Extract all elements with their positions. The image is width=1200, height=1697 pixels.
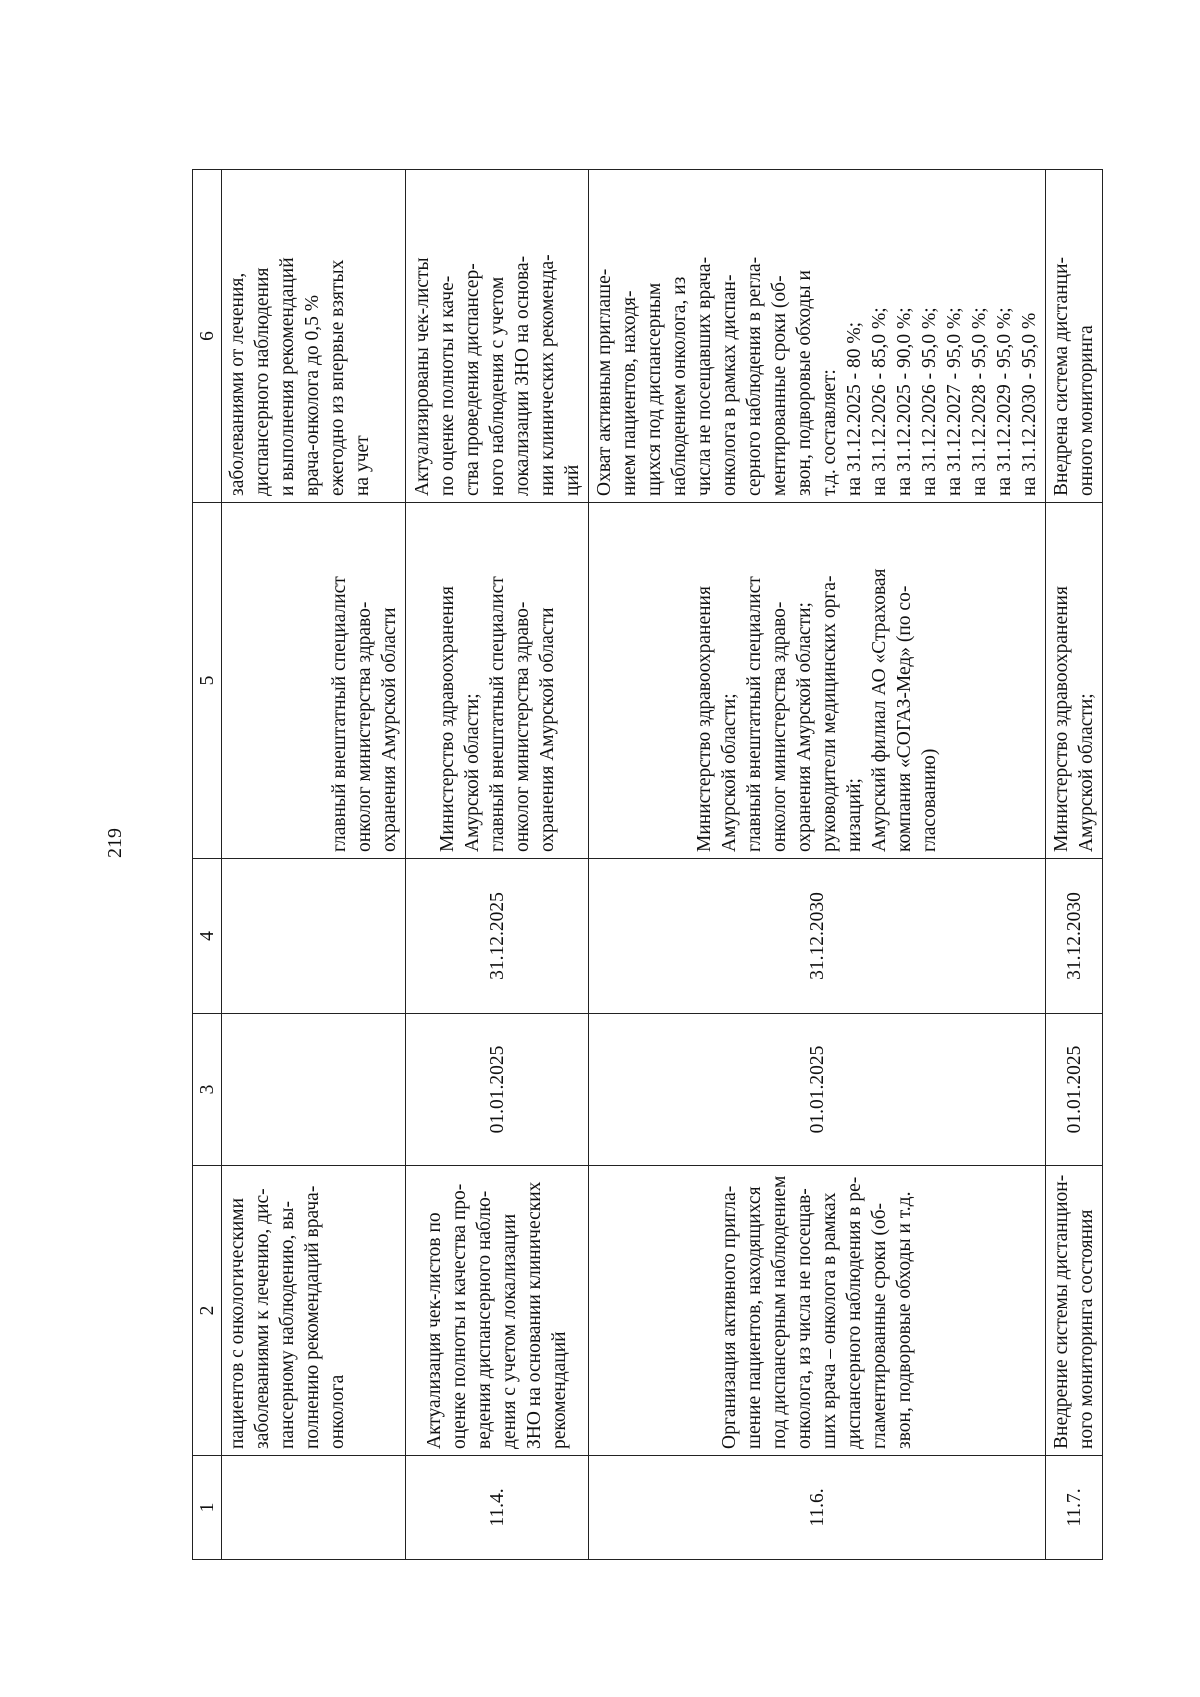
start-date-cell — [222, 1014, 406, 1166]
table-row — [406, 170, 589, 1560]
header-cell-3: 3 — [193, 1014, 222, 1166]
rotated-table-container — [192, 170, 1097, 1560]
header-cell-6: 6 — [193, 170, 222, 503]
measure-cell: Внедрение системы дистанцион- ного мониторинга состояния — [1046, 1166, 1103, 1456]
measure-cell: пациентов с онкологическими заболеваниями к лечению, дис- пансерному наблюдению, вы- полнению рекомендаций врача- онколога — [222, 1166, 406, 1456]
start-date-cell: 01.01.2025 — [589, 1014, 1046, 1166]
start-date-cell: 01.01.2025 — [406, 1014, 589, 1166]
end-date-cell — [222, 859, 406, 1014]
row-number: 11.6. — [589, 1456, 1046, 1560]
table-row — [1046, 170, 1103, 1560]
row-number — [222, 1456, 406, 1560]
end-date-cell: 31.12.2030 — [1046, 859, 1103, 1014]
end-date-cell: 31.12.2025 — [406, 859, 589, 1014]
responsible-cell: Министерство здравоохранения Амурской области; главный внештатный специалист онколог министерства здраво- охранения Амурской области — [406, 503, 589, 859]
header-cell-5: 5 — [193, 503, 222, 859]
page-number: 219 — [104, 828, 126, 858]
measure-cell: Актуализация чек-листов по оценке полноты и качества про- ведения диспансерного наблю- дения с учетом локализации ЗНО на основании клинических рекомендаций — [406, 1166, 589, 1456]
measures-table — [192, 169, 1103, 1560]
start-date-cell: 01.01.2025 — [1046, 1014, 1103, 1166]
measure-cell: Организация активного пригла- шение пациентов, находящихся под диспансерным наблюдением онколога, из числа не посещав- ших врача – онколога в рамках диспансерного наблюдения в ре- гламентированные сроки (об- звон, подворовые обходы и т.д. — [589, 1166, 1046, 1456]
end-date-cell: 31.12.2030 — [589, 859, 1046, 1014]
header-cell-4: 4 — [193, 859, 222, 1014]
result-cell: Внедрена система дистанци- онного мониторинга — [1046, 170, 1103, 503]
header-cell-2: 2 — [193, 1166, 222, 1456]
responsible-cell: Министерство здравоохранения Амурской области; главный внештатный специалист онколог министерства здраво- охранения Амурской области; руководители медицинских орга- низаций; Амурский филиал АО «Страховая компания «СОГАЗ-Мед» (по со- гласованию) — [589, 503, 1046, 859]
result-cell: Актуализированы чек-листы по оценке полноты и каче- ства проведения диспансер- ного наблюдения с учетом локализации ЗНО на основа- нии клинических рекоменда- ций — [406, 170, 589, 503]
responsible-cell: Министерство здравоохранения Амурской области; — [1046, 503, 1103, 859]
header-cell-1: 1 — [193, 1456, 222, 1560]
table-header-row — [193, 170, 222, 1560]
result-cell: Охват активным приглаше- нием пациентов, находя- щихся под диспансерным наблюдением онколога, из числа не посещавших врача- онколога в рамках диспан- серного наблюдения в регла- ментированные сроки (об- звон, подворовые обходы и т.д. составляет: на 31.12.2025 - 80 %; на 31.12.2026 - 85,0 %; на 31.12.2025 - 90,0 %; на 31.12.2026 - 95,0 %; на 31.12.2027 - 95,0 %; на 31.12.2028 - 95,0 %; на 31.12.2029 - 95,0 %; на 31.12.2030 - 95,0 % — [589, 170, 1046, 503]
responsible-cell: главный внештатный специалист онколог министерства здраво- охранения Амурской области — [222, 503, 406, 859]
table-row — [589, 170, 1046, 1560]
row-number: 11.7. — [1046, 1456, 1103, 1560]
result-cell: заболеваниями от лечения, диспансерного наблюдения и выполнения рекомендаций врача-онколога до 0,5 % ежегодно из впервые взятых на учет — [222, 170, 406, 503]
row-number: 11.4. — [406, 1456, 589, 1560]
table-row — [222, 170, 406, 1560]
